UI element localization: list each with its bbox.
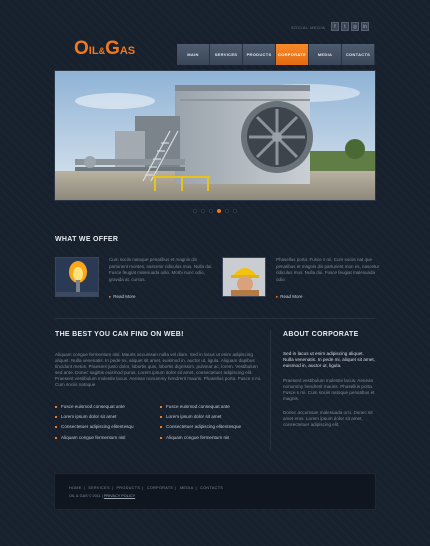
rss-icon[interactable]: ◎ — [352, 23, 358, 30]
copyright: OIL & GAS © 2011 | PRIVACY POLICY — [69, 494, 136, 498]
footer-link-services[interactable]: SERVICES — [88, 486, 110, 490]
twitter-icon[interactable]: t — [341, 22, 349, 31]
feature-list-right — [160, 402, 270, 443]
nav-corporate[interactable]: CORPORATE — [276, 44, 309, 65]
section-divider — [55, 318, 375, 319]
slider-dot[interactable] — [193, 209, 197, 213]
hero-slider-image — [54, 70, 376, 201]
list-item: Aliquam congue fermentum nis — [160, 433, 270, 443]
flare-image — [56, 258, 99, 297]
column-divider — [270, 330, 271, 450]
offer-text: Cum sociis natoque penatibus et magnis dis parturient montes, nascetur ridiculus mus. Nulla dui. Fusce feugiat malesuada odio. Morbi nunc odio, gravida at, cursus. — [109, 257, 213, 282]
footer-link-home[interactable]: HOME — [69, 486, 82, 490]
list-item: Aliquam congue fermentum nisl — [55, 433, 165, 443]
footer — [54, 473, 376, 510]
about-lead-text: Sed in lacus ut enim adipiscing aliquet. Nulla venenatis. In pede mi, aliquet sit amet, euismod in, auctor ut, ligula. — [283, 351, 375, 369]
offer-text: Phasellus porta. Fusce s mi. Cum sociis nat que penatibus et magnis dis parturient mon es, nascetur ridiculus mus. Nulla dui. Fusce feugiat malesuada odio. — [276, 257, 380, 282]
slider-pagination — [193, 209, 237, 213]
list-item: Consectetuer adipiscing elitentesqu — [55, 422, 165, 432]
about-paragraph: Donec accumsan malesuada orci. Donec sit amet eros. Lorem ipsum dolor sit amet, consectetuer adipiscing elit. — [283, 410, 373, 428]
section-title-offer: WHAT WE OFFER — [55, 236, 119, 243]
nav-main[interactable]: MAIN — [177, 44, 210, 65]
footer-nav: HOME | SERVICES | PRODUCTS | CORPORATE | MEDIA | CONTACTS — [69, 486, 224, 490]
arrow-icon: ▸ — [109, 294, 112, 299]
footer-link-products[interactable]: PRODUCTS — [116, 486, 141, 490]
read-more-link[interactable]: ▸ Read More — [276, 294, 303, 299]
social-icons — [331, 22, 369, 31]
nav-contacts[interactable]: CONTACTS — [342, 44, 375, 65]
slider-dot[interactable] — [209, 209, 213, 213]
slider-dot[interactable] — [233, 209, 237, 213]
list-item: Fusce euismod consequat ante — [55, 402, 165, 412]
footer-link-corporate[interactable]: CORPORATE — [146, 486, 174, 490]
list-item: Lorem ipsum dolor sit amet — [160, 412, 270, 422]
privacy-policy-link[interactable]: PRIVACY POLICY — [103, 494, 136, 498]
industrial-facility-photo — [55, 71, 376, 201]
section-title-about: ABOUT CORPORATE — [283, 331, 359, 338]
linkedin-icon[interactable]: in — [361, 22, 369, 31]
list-item: Consectetuer adipiscing elitentesque — [160, 422, 270, 432]
main-nav — [177, 44, 375, 65]
header — [0, 0, 430, 66]
arrow-icon: ▸ — [276, 294, 279, 299]
list-item: Lorem ipsum dolor sit amet — [55, 412, 165, 422]
slider-dot[interactable] — [225, 209, 229, 213]
list-item: Fusce euismod consequat ante — [160, 402, 270, 412]
offer-item — [222, 257, 382, 317]
nav-products[interactable]: PRODUCTS — [243, 44, 276, 65]
nav-media[interactable]: MEDIA — [309, 44, 342, 65]
about-paragraph: Praesent vestibulum molestie lacus. Aenean nonummy hendrerit mauris. Phasellus porta. Fusce s mi. Cum sociis natoque penatibus et magnis. — [283, 378, 375, 402]
facebook-icon[interactable]: f — [331, 22, 339, 31]
slider-dot[interactable] — [201, 209, 205, 213]
worker-thumbnail[interactable] — [222, 257, 266, 297]
social-media-label: SOCIAL MEDIA — [291, 25, 326, 30]
footer-link-media[interactable]: MEDIA — [179, 486, 194, 490]
feature-list-left — [55, 402, 165, 443]
gas-flare-thumbnail[interactable] — [55, 257, 99, 297]
site-logo[interactable]: OIL&GAS — [74, 38, 136, 59]
slider-dot-active[interactable] — [217, 209, 221, 213]
worker-image — [223, 258, 266, 297]
read-more-link[interactable]: ▸ Read More — [109, 294, 136, 299]
best-paragraph: Aliquam congue fermentum nisl. Mauris accumsan nulla vel diam. Sed in lacus ut enim adipiscing aliquet. Nulla venenatis. In pede mi, aliquet sit amet, euismod in, auctor ut, ligula. Aliquam dapibus tincidunt metus. Praesent justo dolor, lobortis quis, lobortis dignissim, pulvinar ac, lorem. Vestibulum sed ante. Donec sagittis euismod purus. Lorem ipsum dolor sit amet, consectetuer adipiscing elit. Praesent vestibulum molestie lacus. Aenean nonummy hendrerit mauris. Phasellus porta. Fusce s mi. Cum sociis natoque — [55, 352, 262, 388]
offer-item — [55, 257, 215, 317]
section-title-best: THE BEST YOU CAN FIND ON WEB! — [55, 331, 184, 338]
footer-link-contacts[interactable]: CONTACTS — [200, 486, 224, 490]
nav-services[interactable]: SERVICES — [210, 44, 243, 65]
